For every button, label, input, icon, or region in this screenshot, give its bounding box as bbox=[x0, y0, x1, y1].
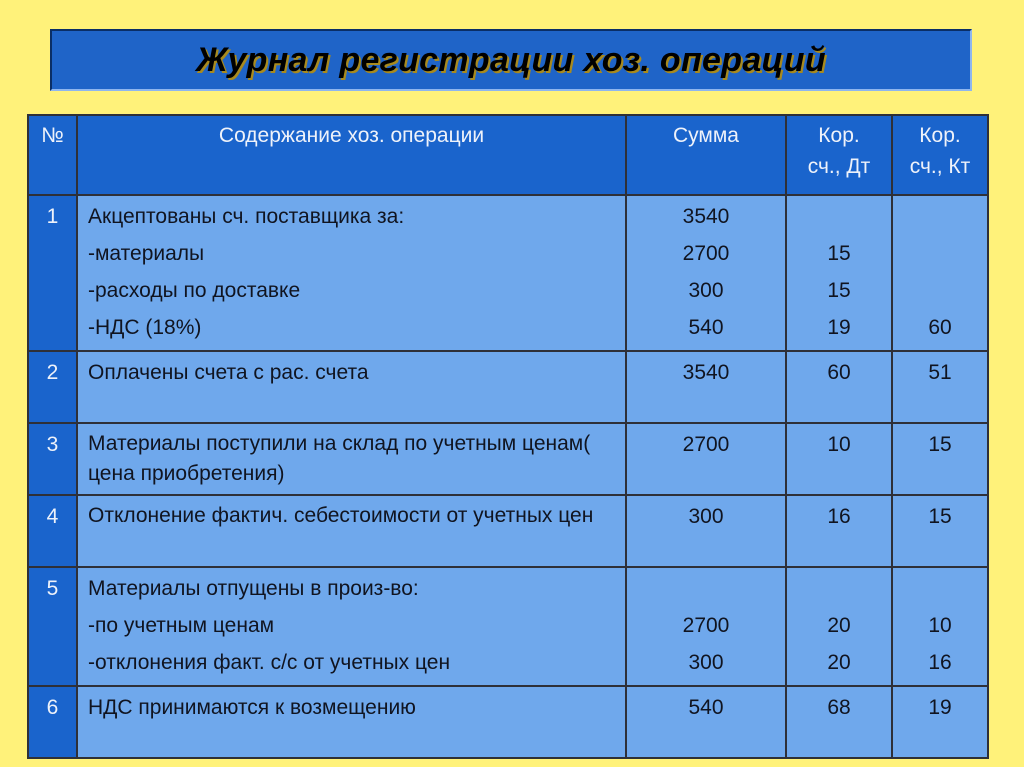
row-debit: 16 bbox=[786, 495, 892, 567]
header-debit bbox=[786, 115, 892, 195]
row-credit: 15 bbox=[892, 423, 988, 495]
header-sum: Сумма bbox=[626, 115, 786, 195]
row-credit: 15 bbox=[892, 495, 988, 567]
row-description-text: Отклонение фактич. себестоимости от учетных цен bbox=[88, 504, 594, 527]
row-credit: 51 bbox=[892, 351, 988, 423]
row-description bbox=[77, 495, 626, 567]
row-number: 5 bbox=[28, 567, 77, 686]
row-sum-value: 2700 bbox=[682, 242, 730, 265]
row-sum-value: 300 bbox=[688, 279, 724, 302]
row-sum: 540 bbox=[626, 686, 786, 758]
row-description-line: -по учетным ценам bbox=[88, 614, 275, 637]
page-title: Журнал регистрации хоз. операций bbox=[196, 40, 826, 79]
header-credit bbox=[892, 115, 988, 195]
row-description-line: Материалы отпущены в произ-во: bbox=[88, 577, 419, 600]
row-debit-value: 20 bbox=[827, 651, 851, 674]
row-sum bbox=[626, 195, 786, 351]
row-description bbox=[77, 686, 626, 758]
row-credit-value: 10 bbox=[928, 614, 952, 637]
row-credit bbox=[892, 567, 988, 686]
row-description bbox=[77, 567, 626, 686]
row-description bbox=[77, 351, 626, 423]
row-debit bbox=[786, 567, 892, 686]
row-number: 4 bbox=[28, 495, 77, 567]
title-bar bbox=[50, 29, 972, 91]
row-description-line: Оплачены счета с рас. счета bbox=[88, 361, 369, 384]
table-row bbox=[28, 686, 988, 758]
row-number: 1 bbox=[28, 195, 77, 351]
row-description-line: -отклонения факт. с/с от учетных цен bbox=[88, 651, 451, 674]
row-sum: 300 bbox=[626, 495, 786, 567]
row-credit: 19 bbox=[892, 686, 988, 758]
row-description-line: -расходы по доставке bbox=[88, 279, 301, 302]
row-credit-value: 60 bbox=[928, 316, 952, 339]
row-number: 3 bbox=[28, 423, 77, 495]
row-debit: 10 bbox=[786, 423, 892, 495]
row-debit-value: 15 bbox=[827, 279, 851, 302]
journal-table bbox=[27, 114, 989, 759]
row-description bbox=[77, 423, 626, 495]
row-sum-value: 3540 bbox=[682, 205, 730, 228]
row-description-line: Акцептованы сч. поставщика за: bbox=[88, 205, 405, 228]
row-credit-value bbox=[901, 570, 979, 607]
row-description-line: -НДС (18%) bbox=[88, 316, 202, 339]
row-number: 6 bbox=[28, 686, 77, 758]
row-sum-value: 540 bbox=[688, 316, 724, 339]
row-credit-value bbox=[901, 198, 979, 235]
row-description-line: -материалы bbox=[88, 242, 205, 265]
row-credit-value bbox=[901, 235, 979, 272]
table-header-row bbox=[28, 115, 988, 195]
row-debit-value: 20 bbox=[827, 614, 851, 637]
row-sum: 3540 bbox=[626, 351, 786, 423]
row-debit-value bbox=[795, 570, 883, 607]
row-debit bbox=[786, 195, 892, 351]
row-credit-value: 16 bbox=[928, 651, 952, 674]
table-row bbox=[28, 567, 988, 686]
table-row bbox=[28, 195, 988, 351]
header-debit-line1: Кор. bbox=[818, 124, 860, 147]
row-description-line: НДС принимаются к возмещению bbox=[88, 696, 416, 719]
row-description-text: Материалы поступили на склад по учетным ценам( цена приобретения) bbox=[88, 432, 591, 485]
row-debit: 60 bbox=[786, 351, 892, 423]
row-sum-value: 300 bbox=[688, 651, 724, 674]
row-debit: 68 bbox=[786, 686, 892, 758]
row-debit-value: 15 bbox=[827, 242, 851, 265]
row-debit-value: 19 bbox=[827, 316, 851, 339]
row-number: 2 bbox=[28, 351, 77, 423]
row-sum bbox=[626, 567, 786, 686]
header-num: № bbox=[28, 115, 77, 195]
header-desc: Содержание хоз. операции bbox=[77, 115, 626, 195]
row-description bbox=[77, 195, 626, 351]
row-credit bbox=[892, 195, 988, 351]
header-debit-line2: сч., Дт bbox=[807, 155, 871, 178]
table-row bbox=[28, 423, 988, 495]
row-credit-value bbox=[901, 272, 979, 309]
header-credit-line2: сч., Кт bbox=[909, 155, 971, 178]
row-debit-value bbox=[795, 198, 883, 235]
row-sum: 2700 bbox=[626, 423, 786, 495]
table-row bbox=[28, 495, 988, 567]
row-sum-value: 2700 bbox=[682, 614, 730, 637]
table-row bbox=[28, 351, 988, 423]
header-credit-line1: Кор. bbox=[919, 124, 961, 147]
row-sum-value bbox=[635, 570, 777, 607]
